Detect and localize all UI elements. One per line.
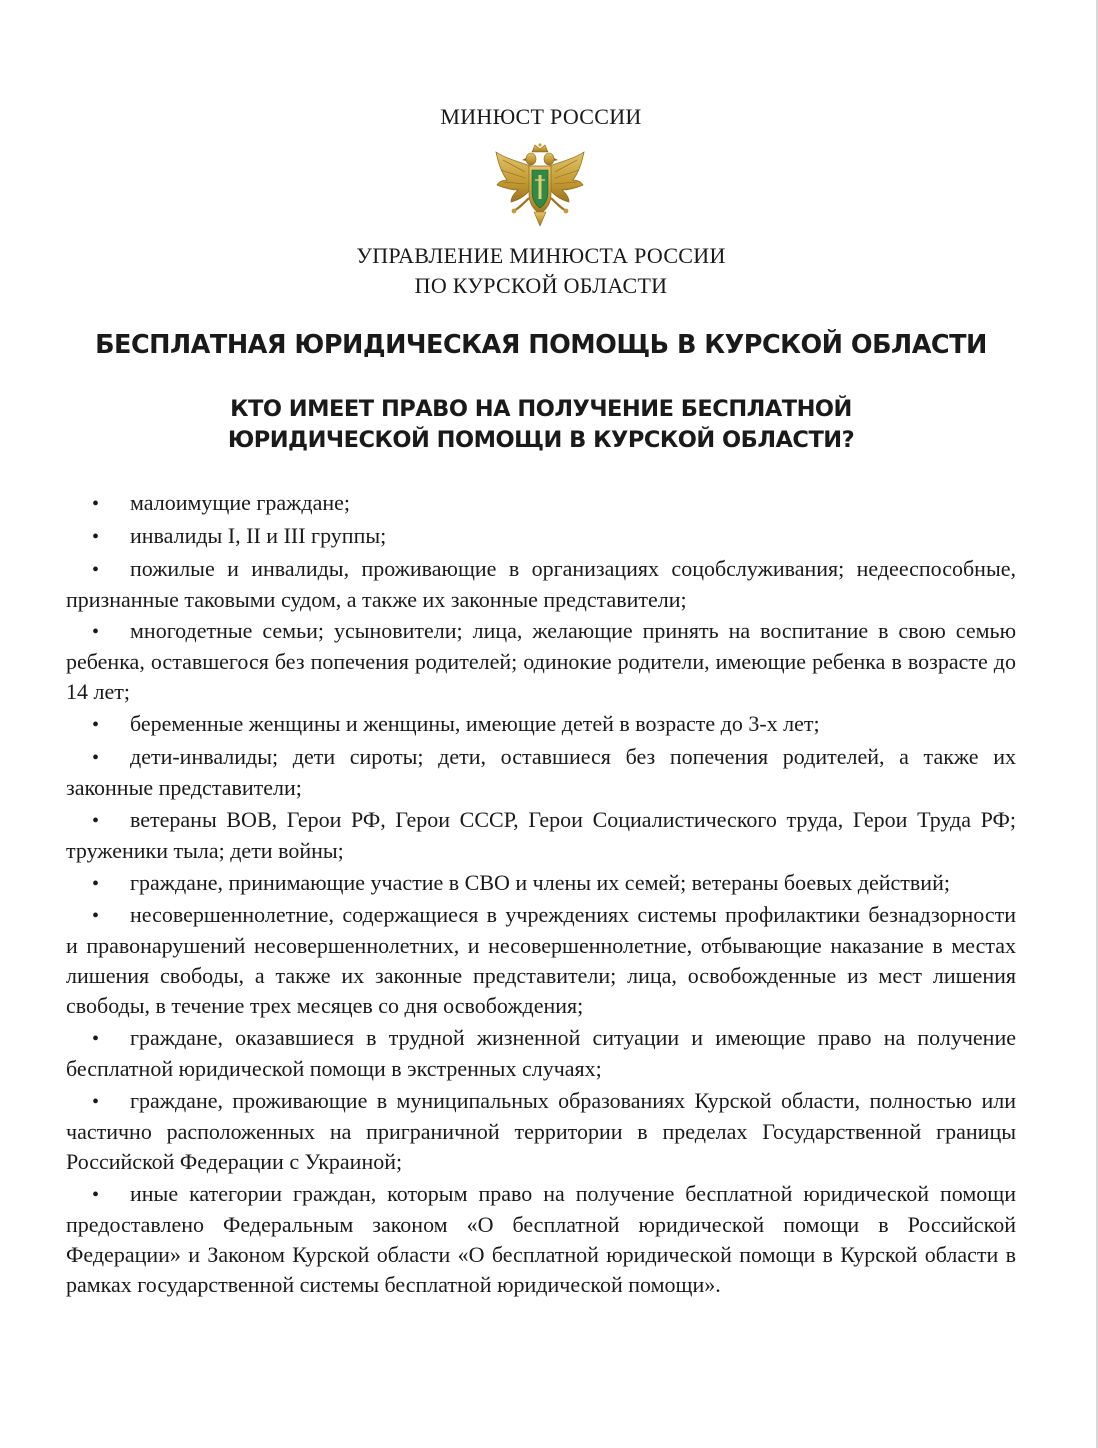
ministry-name: МИНЮСТ РОССИИ: [440, 104, 642, 129]
bullet-icon: •: [92, 558, 100, 581]
list-item: [66, 488, 1016, 519]
bullet-icon: •: [92, 746, 100, 769]
list-item: [66, 868, 1016, 899]
bullet-icon: •: [92, 1028, 100, 1051]
department-name: [0, 241, 1082, 301]
list-item-text: дети-инвалиды; дети сироты; дети, оставшиеся без попечения родителей, а также их законные представители;: [66, 743, 1016, 800]
bullet-icon: •: [92, 714, 100, 737]
list-item: [66, 1179, 1016, 1300]
section-heading: [0, 394, 1082, 456]
department-line-2: ПО КУРСКОЙ ОБЛАСТИ: [414, 273, 668, 298]
list-item-text: граждане, проживающие в муниципальных образованиях Курской области, полностью или частично расположенных на приграничной территории в пределах Государственной границы Российской Федерации с Украиной;: [66, 1087, 1016, 1174]
list-item-text: беременные женщины и женщины, имеющие детей в возрасте до 3-х лет;: [130, 711, 820, 737]
bullet-icon: •: [92, 905, 100, 928]
list-item: [66, 1023, 1016, 1084]
list-item-text: несовершеннолетние, содержащиеся в учреждениях системы профилактики безнадзорности и правонарушений несовершеннолетних, и несовершеннолетние, отбывающие наказание в местах лишения свободы, а также их законные представители; лица, освобожденные из мест лишения свободы, в течение трех месяцев со дня освобождения;: [66, 902, 1016, 1019]
list-item-text: пожилые и инвалиды, проживающие в организациях соцобслуживания; недееспособные, признанные таковыми судом, а также их законные представители;: [66, 555, 1016, 612]
list-item: [66, 900, 1016, 1021]
list-item: [66, 554, 1016, 615]
double-headed-eagle-emblem-icon: [491, 142, 589, 234]
bullet-icon: •: [92, 872, 100, 895]
page-title: БЕСПЛАТНАЯ ЮРИДИЧЕСКАЯ ПОМОЩЬ В КУРСКОЙ ОБЛАСТИ: [95, 330, 987, 360]
list-item-text: ветераны ВОВ, Герои РФ, Герои СССР, Герои Социалистического труда, Герои Труда РФ; труженики тыла; дети войны;: [66, 806, 1016, 863]
section-heading-line-2: ЮРИДИЧЕСКОЙ ПОМОЩИ В КУРСКОЙ ОБЛАСТИ?: [227, 427, 855, 453]
list-item: [66, 521, 1016, 552]
list-item: [66, 742, 1016, 803]
list-item-text: инвалиды I, II и III группы;: [130, 522, 387, 548]
bullet-icon: •: [92, 493, 100, 515]
department-line-1: УПРАВЛЕНИЕ МИНЮСТА РОССИИ: [356, 243, 726, 268]
bullet-icon: •: [92, 525, 100, 548]
list-item-text: граждане, принимающие участие в СВО и члены их семей; ветераны боевых действий;: [130, 869, 950, 895]
list-item-text: граждане, оказавшиеся в трудной жизненной ситуации и имеющие право на получение бесплатной юридической помощи в экстренных случаях;: [66, 1025, 1016, 1082]
list-item: [66, 805, 1016, 866]
list-item-text: многодетные семьи; усыновители; лица, желающие принять на воспитание в свою семью ребенка, оставшегося без попечения родителей; одинокие родители, имеющие ребенка в возрасте до 14 лет;: [66, 618, 1016, 705]
list-item: [66, 616, 1016, 707]
list-item-text: иные категории граждан, которым право на получение бесплатной юридической помощи предоставлено Федеральным законом «О бесплатной юридической помощи в Российской Федерации» и Законом Курской области «О бесплатной юридической помощи в Курской области в рамках государственной системы бесплатной юридической помощи».: [66, 1180, 1016, 1297]
bullet-icon: •: [92, 809, 100, 832]
eligibility-list: [66, 488, 1016, 1302]
bullet-icon: •: [92, 621, 100, 644]
bullet-icon: •: [92, 1183, 100, 1206]
list-item: [66, 1086, 1016, 1177]
list-item-text: малоимущие граждане;: [130, 490, 350, 515]
section-heading-line-1: КТО ИМЕЕТ ПРАВО НА ПОЛУЧЕНИЕ БЕСПЛАТНОЙ: [230, 396, 852, 422]
list-item: [66, 709, 1016, 740]
bullet-icon: •: [92, 1090, 100, 1113]
